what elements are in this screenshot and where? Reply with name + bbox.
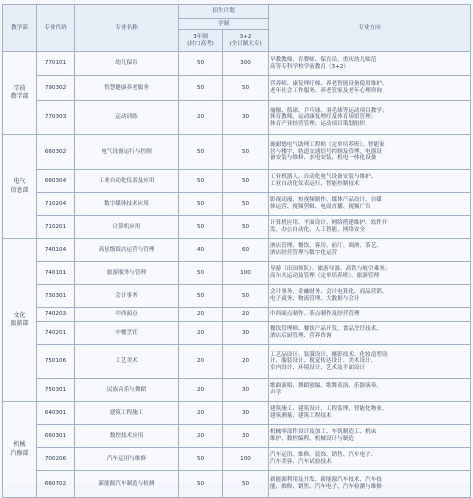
direction-line: 室内设计、环境设计、艺术及平面设计 [270,364,366,371]
table-body [3,52,471,498]
direction-line: 酒店经营管理与数字化运营 [270,250,338,256]
header-xuezhi: 学制 [179,19,269,30]
table-row [3,193,471,216]
direction-cell [269,262,471,285]
major-code-cell: 710204 [37,193,75,216]
three-plus-two-quota-cell: 30 [223,101,269,135]
three-year-quota-cell: 20 [179,308,223,322]
header-three-plus-two [223,30,269,52]
enrollment-plan-sheet [2,4,470,490]
direction-cell [269,285,471,308]
dept-label-line: 教学部 [10,93,29,100]
direction-line: 工业自动化仪表运行、智能控制技术 [270,181,360,187]
major-code-cell: 660301 [37,425,75,448]
dept-label-line: 文化 [13,311,26,319]
major-code-cell: 750301 [37,379,75,402]
dept-label-line: 电气 [13,178,26,186]
table-row [3,448,471,471]
direction-cell [269,448,471,471]
three-plus-two-quota-cell: 30 [223,322,269,345]
table-row [3,52,471,76]
major-code-cell: 740101 [37,262,75,285]
major-name-cell: 电气设备运行与控制 [75,135,179,170]
direction-line: 营养师、康复理疗师、养老智能设备使用维护、 [270,81,388,88]
direction-cell [269,345,471,379]
direction-line: 计算机应用、平面设计、网络搭建维护、软件开 [270,220,388,227]
direction-line: 体运营、视频剪辑、电商直播、视频广告 [270,204,371,210]
dept-cell [3,52,37,135]
direction-cell [269,425,471,448]
direction-line: 瑜伽、篮球、乒乓球、羽毛球等运动项目教学； [270,107,388,114]
table-row [3,239,471,262]
major-name-cell: 数控技术应用 [75,425,179,448]
header-code: 专业代码 [37,5,75,52]
direction-line: 维护、数控编程、机械设计与制造 [270,436,354,442]
direction-cell [269,135,471,170]
major-name-cell: 会计事务 [75,285,179,308]
major-name-cell: 民族音乐与舞蹈 [75,379,179,402]
direction-line: 会计事务、金融财务、会计电算化、商品营销、 [270,289,388,296]
table-row [3,76,471,101]
three-year-quota-cell: 50 [179,193,223,216]
direction-line: 导游（出国领队）、旅游导游、高铁与航空乘务、 [270,266,391,273]
three-year-quota-cell: 20 [179,322,223,345]
major-code-cell: 740203 [37,308,75,322]
major-code-cell: 640301 [37,402,75,425]
table-header [3,5,471,52]
major-code-cell: 790302 [37,76,75,101]
three-plus-two-quota-cell: 50 [223,170,269,193]
direction-line: 新能源利用及开发、新能源汽车技术、汽车技 [270,477,382,484]
direction-line: 建筑测量、建筑工程技术 [270,413,332,419]
three-plus-two-quota-cell: 30 [223,402,269,425]
three-year-quota-cell: 20 [179,402,223,425]
direction-line: 老年社会工作服务、养老管家及老年心理咨询 [270,88,382,94]
header-plan: 招生计划 [179,5,269,19]
three-year-quota-cell: 50 [179,448,223,471]
table-row [3,101,471,135]
three-year-quota-cell: 50 [179,471,223,498]
major-name-cell: 旅游服务与管理 [75,262,179,285]
major-name-cell: 高星级饭店运营与管理 [75,239,179,262]
dept-cell [3,402,37,498]
direction-line: 高尔夫运动及管理（定单培养班）、旅游管理 [270,273,380,279]
major-name-cell: 中西面点 [75,308,179,322]
table-row [3,322,471,345]
direction-line: 体育教师、运动康复理疗及体育场馆管理； [270,114,377,121]
direction-cell [269,379,471,402]
three-year-quota-cell: 50 [179,135,223,170]
three-plus-two-quota-cell: 60 [223,239,269,262]
header-three-year [179,30,223,52]
major-code-cell: 740104 [37,239,75,262]
header-direction: 专业方向 [269,5,471,52]
direction-line: 居与楼宇、轨道交通信号控制及管理、电器设 [270,148,382,155]
major-name-cell: 智慧健康养老服务 [75,76,179,101]
three-year-quota-cell: 50 [179,285,223,308]
three-plus-two-quota-cell: 20 [223,345,269,379]
direction-line: 计、服装设计、视觉传达设计、美术设计、 [270,358,377,365]
three-plus-two-quota-cell: 50 [223,135,269,170]
three-year-quota-cell: 50 [179,170,223,193]
major-code-cell: 770101 [37,52,75,76]
direction-cell [269,402,471,425]
dept-label-line: 旅游部 [10,320,29,327]
dept-cell [3,135,37,239]
direction-cell [269,216,471,239]
three-year-quota-cell: 20 [179,379,223,402]
direction-cell [269,101,471,135]
major-code-cell: 730301 [37,285,75,308]
table-row [3,135,471,170]
table-row [3,170,471,193]
dept-cell [3,239,37,402]
major-name-cell: 运动训练 [75,101,179,135]
table-row [3,345,471,379]
direction-cell [269,193,471,216]
direction-cell [269,239,471,262]
three-plus-two-quota-cell: 30 [223,379,269,402]
direction-line: 能、维修、销售、汽车电子、汽车检测与维修 [270,484,382,490]
three-year-quota-cell: 50 [179,52,223,76]
header-name: 专业名称 [75,5,179,52]
direction-line: 电子商务、物流管理、大数据与会计 [270,296,360,302]
major-code-cell: 660304 [37,170,75,193]
three-plus-two-quota-cell: 50 [223,193,269,216]
direction-line: 歌曲演唱、舞蹈创编、歌舞表演、乐器演奏、 [270,383,382,390]
three-plus-two-quota-cell: 50 [223,76,269,101]
major-code-cell: 740201 [37,322,75,345]
direction-cell [269,471,471,498]
major-name-cell: 幼儿保育 [75,52,179,76]
three-plus-two-quota-cell: 50 [223,471,269,498]
dept-label-line: 机械 [13,441,26,449]
direction-line: 影视动漫、短视频制作、媒体产品设计、自媒 [270,197,382,204]
major-name-cell: 工业自动化仪表及应用 [75,170,179,193]
dept-label-line: 信息部 [10,186,29,194]
major-name-cell: 建筑工程施工 [75,402,179,425]
direction-line: 酒店后厨管理、营养咨询 [270,333,332,339]
direction-line: 中西面点制作、茶点制作及经营管理 [270,311,360,318]
three-plus-two-quota-cell: 20 [223,308,269,322]
header-three-year-label: 3年制 [193,33,208,40]
three-plus-two-quota-cell: 50 [223,285,269,308]
table-row [3,308,471,322]
table-row [3,425,471,448]
direction-line: 汽车美容、汽车试验技术 [270,459,332,465]
direction-line: 餐饮管理师、餐饮产品开发、食品烹饪技术、 [270,326,382,333]
direction-line: 工业机器人、自动化电气设备安装与维护、 [270,174,377,181]
header-three-plus-two-note: (全日制大专) [229,40,262,47]
direction-line: 机械零部件设计及加工、车铣制造工、机床 [270,429,377,436]
major-code-cell: 660302 [37,135,75,170]
three-plus-two-quota-cell: 100 [223,262,269,285]
direction-line: 酒店管理、餐饮、客房、前厅、调酒、茶艺、 [270,243,382,250]
direction-cell [269,322,471,345]
direction-line: 汽车运用、维修、装饰、销售、汽车电子、 [270,452,377,459]
header-three-year-note: (封口高考) [187,40,214,47]
direction-line: 施耐德电气助理工程师（定单培养班）、智能家 [270,142,385,149]
direction-line: 发、办公自动化、人工智能、网络安全 [270,227,366,233]
direction-cell [269,170,471,193]
enrollment-plan-table [2,4,471,498]
three-year-quota-cell: 40 [179,239,223,262]
three-year-quota-cell: 50 [179,216,223,239]
direction-cell [269,52,471,76]
direction-line: 高等专科学校学前教育（3+2） [270,63,349,70]
three-plus-two-quota-cell: 100 [223,448,269,471]
major-code-cell: 710201 [37,216,75,239]
three-year-quota-cell: 20 [179,345,223,379]
three-plus-two-quota-cell: 300 [223,52,269,76]
three-plus-two-quota-cell: 50 [223,216,269,239]
direction-line: 备安装与维修、水电安装、机电一体化设备 [270,155,377,162]
major-code-cell: 750106 [37,345,75,379]
three-year-quota-cell: 20 [179,101,223,135]
direction-line: 早教教师、育婴师、保育员、重庆幼儿师范 [270,56,377,63]
major-name-cell: 计算机应用 [75,216,179,239]
table-row [3,285,471,308]
major-name-cell: 数字媒体技术应用 [75,193,179,216]
direction-line: 建筑施工、建筑设计、工程监理、智能化物业、 [270,406,388,413]
major-code-cell: 700206 [37,448,75,471]
three-year-quota-cell: 20 [179,425,223,448]
major-name-cell: 汽车运用与维修 [75,448,179,471]
three-plus-two-quota-cell: 30 [223,425,269,448]
major-code-cell: 660702 [37,471,75,498]
three-year-quota-cell: 50 [179,262,223,285]
direction-line: 工艺品设计、装潢设计、摄影技术、化妆造型设 [270,351,388,358]
direction-line: 体育产业经营管理、运动项目策划组织 [270,120,366,127]
direction-cell [269,76,471,101]
table-row [3,379,471,402]
major-name-cell: 中餐烹饪 [75,322,179,345]
major-name-cell: 工艺美术 [75,345,179,379]
major-name-cell: 新能源汽车制造与检测 [75,471,179,498]
three-year-quota-cell: 50 [179,76,223,101]
dept-label-line: 学前 [13,84,26,92]
direction-cell [269,308,471,322]
table-row [3,471,471,498]
header-dept: 教学部 [3,5,37,52]
table-row [3,216,471,239]
direction-line: 声学 [270,390,282,396]
major-code-cell: 770303 [37,101,75,135]
table-row [3,262,471,285]
header-three-plus-two-label: 3+2 [239,33,252,40]
table-row [3,402,471,425]
dept-label-line: 汽修部 [10,449,29,457]
